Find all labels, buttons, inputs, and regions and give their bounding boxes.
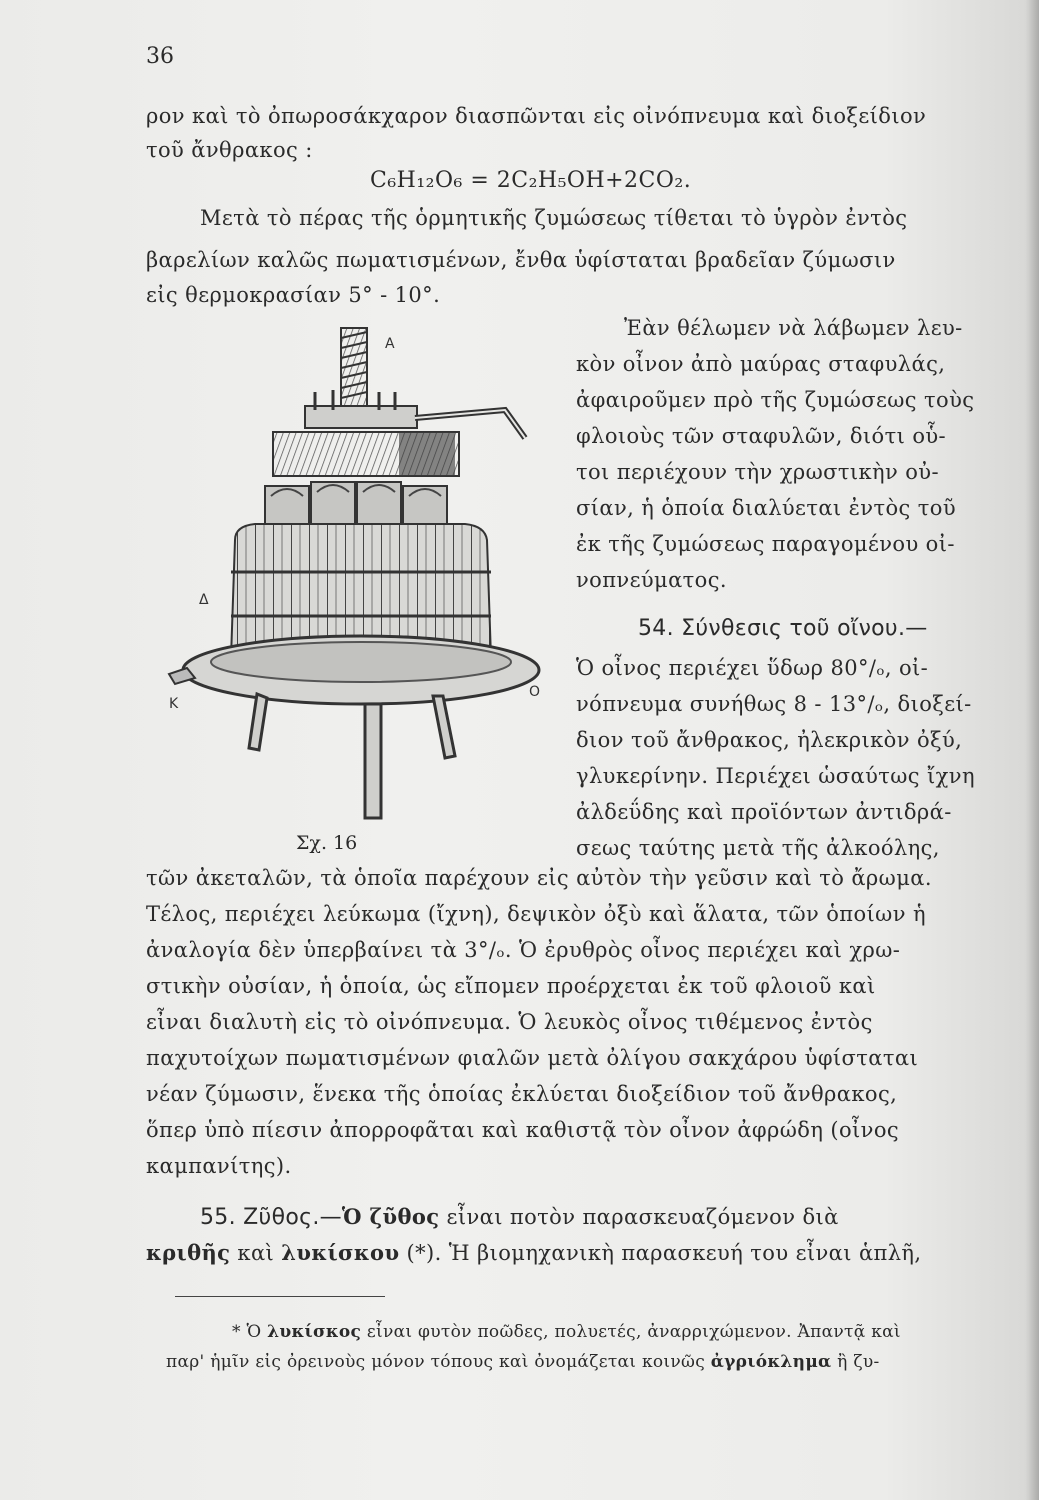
section-55-heading: 55. Ζῦθος.— (200, 1205, 342, 1230)
term-zythos: Ὁ ζῦθος (341, 1204, 440, 1229)
text-line: εἶναι διαλυτὴ εἰς τὸ οἰνόπνευμα. Ὁ λευκὸς οἶνος τιθέμενος ἐντὸς (146, 1010, 873, 1034)
text-line: φλοιοὺς τῶν σταφυλῶν, διότι οὗ- (576, 424, 947, 448)
footnote-line-1 (232, 1322, 901, 1342)
text-line: ρον καὶ τὸ ὀπωροσάκχαρον διασπῶνται εἰς οἰνόπνευμα καὶ διοξείδιον (146, 104, 927, 128)
text-line: ἀναλογία δὲν ὑπερβαίνει τὰ 3°/ₒ. Ὁ ἐρυθρὸς οἶνος περιέχει καὶ χρω- (146, 938, 901, 962)
text-line: νοπνεύματος. (576, 568, 727, 592)
figure-label-right: Ο (529, 684, 541, 700)
term-krithis: κριθῆς (146, 1240, 231, 1265)
text-line: ἀφαιροῦμεν πρὸ τῆς ζυμώσεως τοὺς (576, 388, 975, 412)
text-run: εἶναι φυτὸν ποῶδες, πολυετές, ἀναρριχώμενον. Ἀπαντᾷ καὶ (361, 1322, 901, 1342)
text-line: νόπνευμα συνήθως 8 - 13°/ₒ, διοξεί- (576, 692, 972, 716)
footnote-term: λυκίσκος (267, 1322, 362, 1342)
text-line: εἰς θερμοκρασίαν 5° - 10°. (146, 283, 441, 307)
text-line: σεως ταύτης μετὰ τῆς ἀλκοόλης, (576, 836, 940, 860)
figure-label-left: Δ (199, 592, 209, 608)
term-lykiskou: λυκίσκου (281, 1240, 400, 1265)
text-line: γλυκερίνην. Περιέχει ὡσαύτως ἴχνη (576, 764, 975, 788)
text-line: Μετὰ τὸ πέρας τῆς ὁρμητικῆς ζυμώσεως τίθεται τὸ ὑγρὸν ἐντὸς (200, 206, 908, 230)
wine-press-illustration (165, 318, 565, 826)
section-54-heading: 54. Σύνθεσις τοῦ οἴνου.— (638, 616, 928, 641)
text-line: βαρελίων καλῶς πωματισμένων, ἔνθα ὑφίσταται βραδεῖαν ζύμωσιν (146, 248, 896, 272)
text-line: νέαν ζύμωσιν, ἕνεκα τῆς ὁποίας ἐκλύεται διοξείδιον τοῦ ἄνθρακος, (146, 1082, 898, 1106)
text-run: * Ὁ (232, 1322, 268, 1342)
text-line: τοι περιέχουν τὴν χρωστικὴν οὐ- (576, 460, 939, 484)
footnote-line-2 (166, 1352, 880, 1372)
footnote-divider (175, 1296, 385, 1297)
text-run: ἢ ζυ- (831, 1352, 880, 1372)
text-run: (*). Ἡ βιομηχανικὴ παρασκευή του εἶναι ἁπλῆ, (399, 1241, 922, 1265)
page-edge-shadow (1025, 0, 1039, 1500)
figure-caption: Σχ. 16 (296, 832, 358, 854)
text-line: καμπανίτης). (146, 1154, 292, 1178)
figure-label-lower-left: Κ (169, 696, 179, 712)
text-line: Τέλος, περιέχει λεύκωμα (ἴχνη), δεψικὸν ὀξὺ καὶ ἅλατα, τῶν ὁποίων ἡ (146, 902, 926, 926)
footnote-common-name: ἀγριόκλημα (710, 1352, 832, 1372)
text-line: τῶν ἀκεταλῶν, τὰ ὁποῖα παρέχουν εἰς αὐτὸν τὴν γεῦσιν καὶ τὸ ἄρωμα. (146, 866, 932, 890)
text-line: ἐκ τῆς ζυμώσεως παραγομένου οἰ- (576, 532, 955, 556)
text-line: στικὴν οὐσίαν, ἡ ὁποία, ὡς εἴπομεν προέρχεται ἐκ τοῦ φλοιοῦ καὶ (146, 974, 876, 998)
text-line: παχυτοίχων πωματισμένων φιαλῶν μετὰ ὀλίγου σακχάρου ὑφίσταται (146, 1046, 919, 1070)
text-line: ὅπερ ὑπὸ πίεσιν ἀπορροφᾶται καὶ καθιστᾷ τὸν οἶνον ἀφρώδη (οἶνος (146, 1118, 900, 1142)
page-number: 36 (146, 44, 174, 69)
text-line: κὸν οἶνον ἀπὸ μαύρας σταφυλάς, (576, 352, 946, 376)
text-run: καὶ (230, 1241, 282, 1265)
chemical-formula: C₆H₁₂O₆ = 2C₂H₅OH+2CO₂. (370, 168, 692, 193)
text-line: ἀλδεΰδης καὶ προϊόντων ἀντιδρά- (576, 800, 952, 824)
section-55-line-2 (146, 1240, 922, 1265)
text-line: Ἐὰν θέλωμεν νὰ λάβωμεν λευ- (624, 316, 963, 340)
text-run: παρ' ἡμῖν εἰς ὀρεινοὺς μόνον τόπους καὶ ὀνομάζεται κοινῶς (166, 1352, 711, 1372)
text-line: Ὁ οἶνος περιέχει ὕδωρ 80°/ₒ, οἰ- (576, 656, 929, 680)
text-line: σίαν, ἡ ὁποία διαλύεται ἐντὸς τοῦ (576, 496, 956, 520)
section-55-line-1 (200, 1204, 839, 1230)
text-line: διον τοῦ ἄνθρακος, ἠλεκρικὸν ὀξύ, (576, 728, 963, 752)
text-run: εἶναι ποτὸν παρασκευαζόμενον διὰ (439, 1205, 839, 1229)
text-line: τοῦ ἄνθρακος : (146, 138, 313, 162)
figure-label-top: Α (385, 336, 395, 352)
